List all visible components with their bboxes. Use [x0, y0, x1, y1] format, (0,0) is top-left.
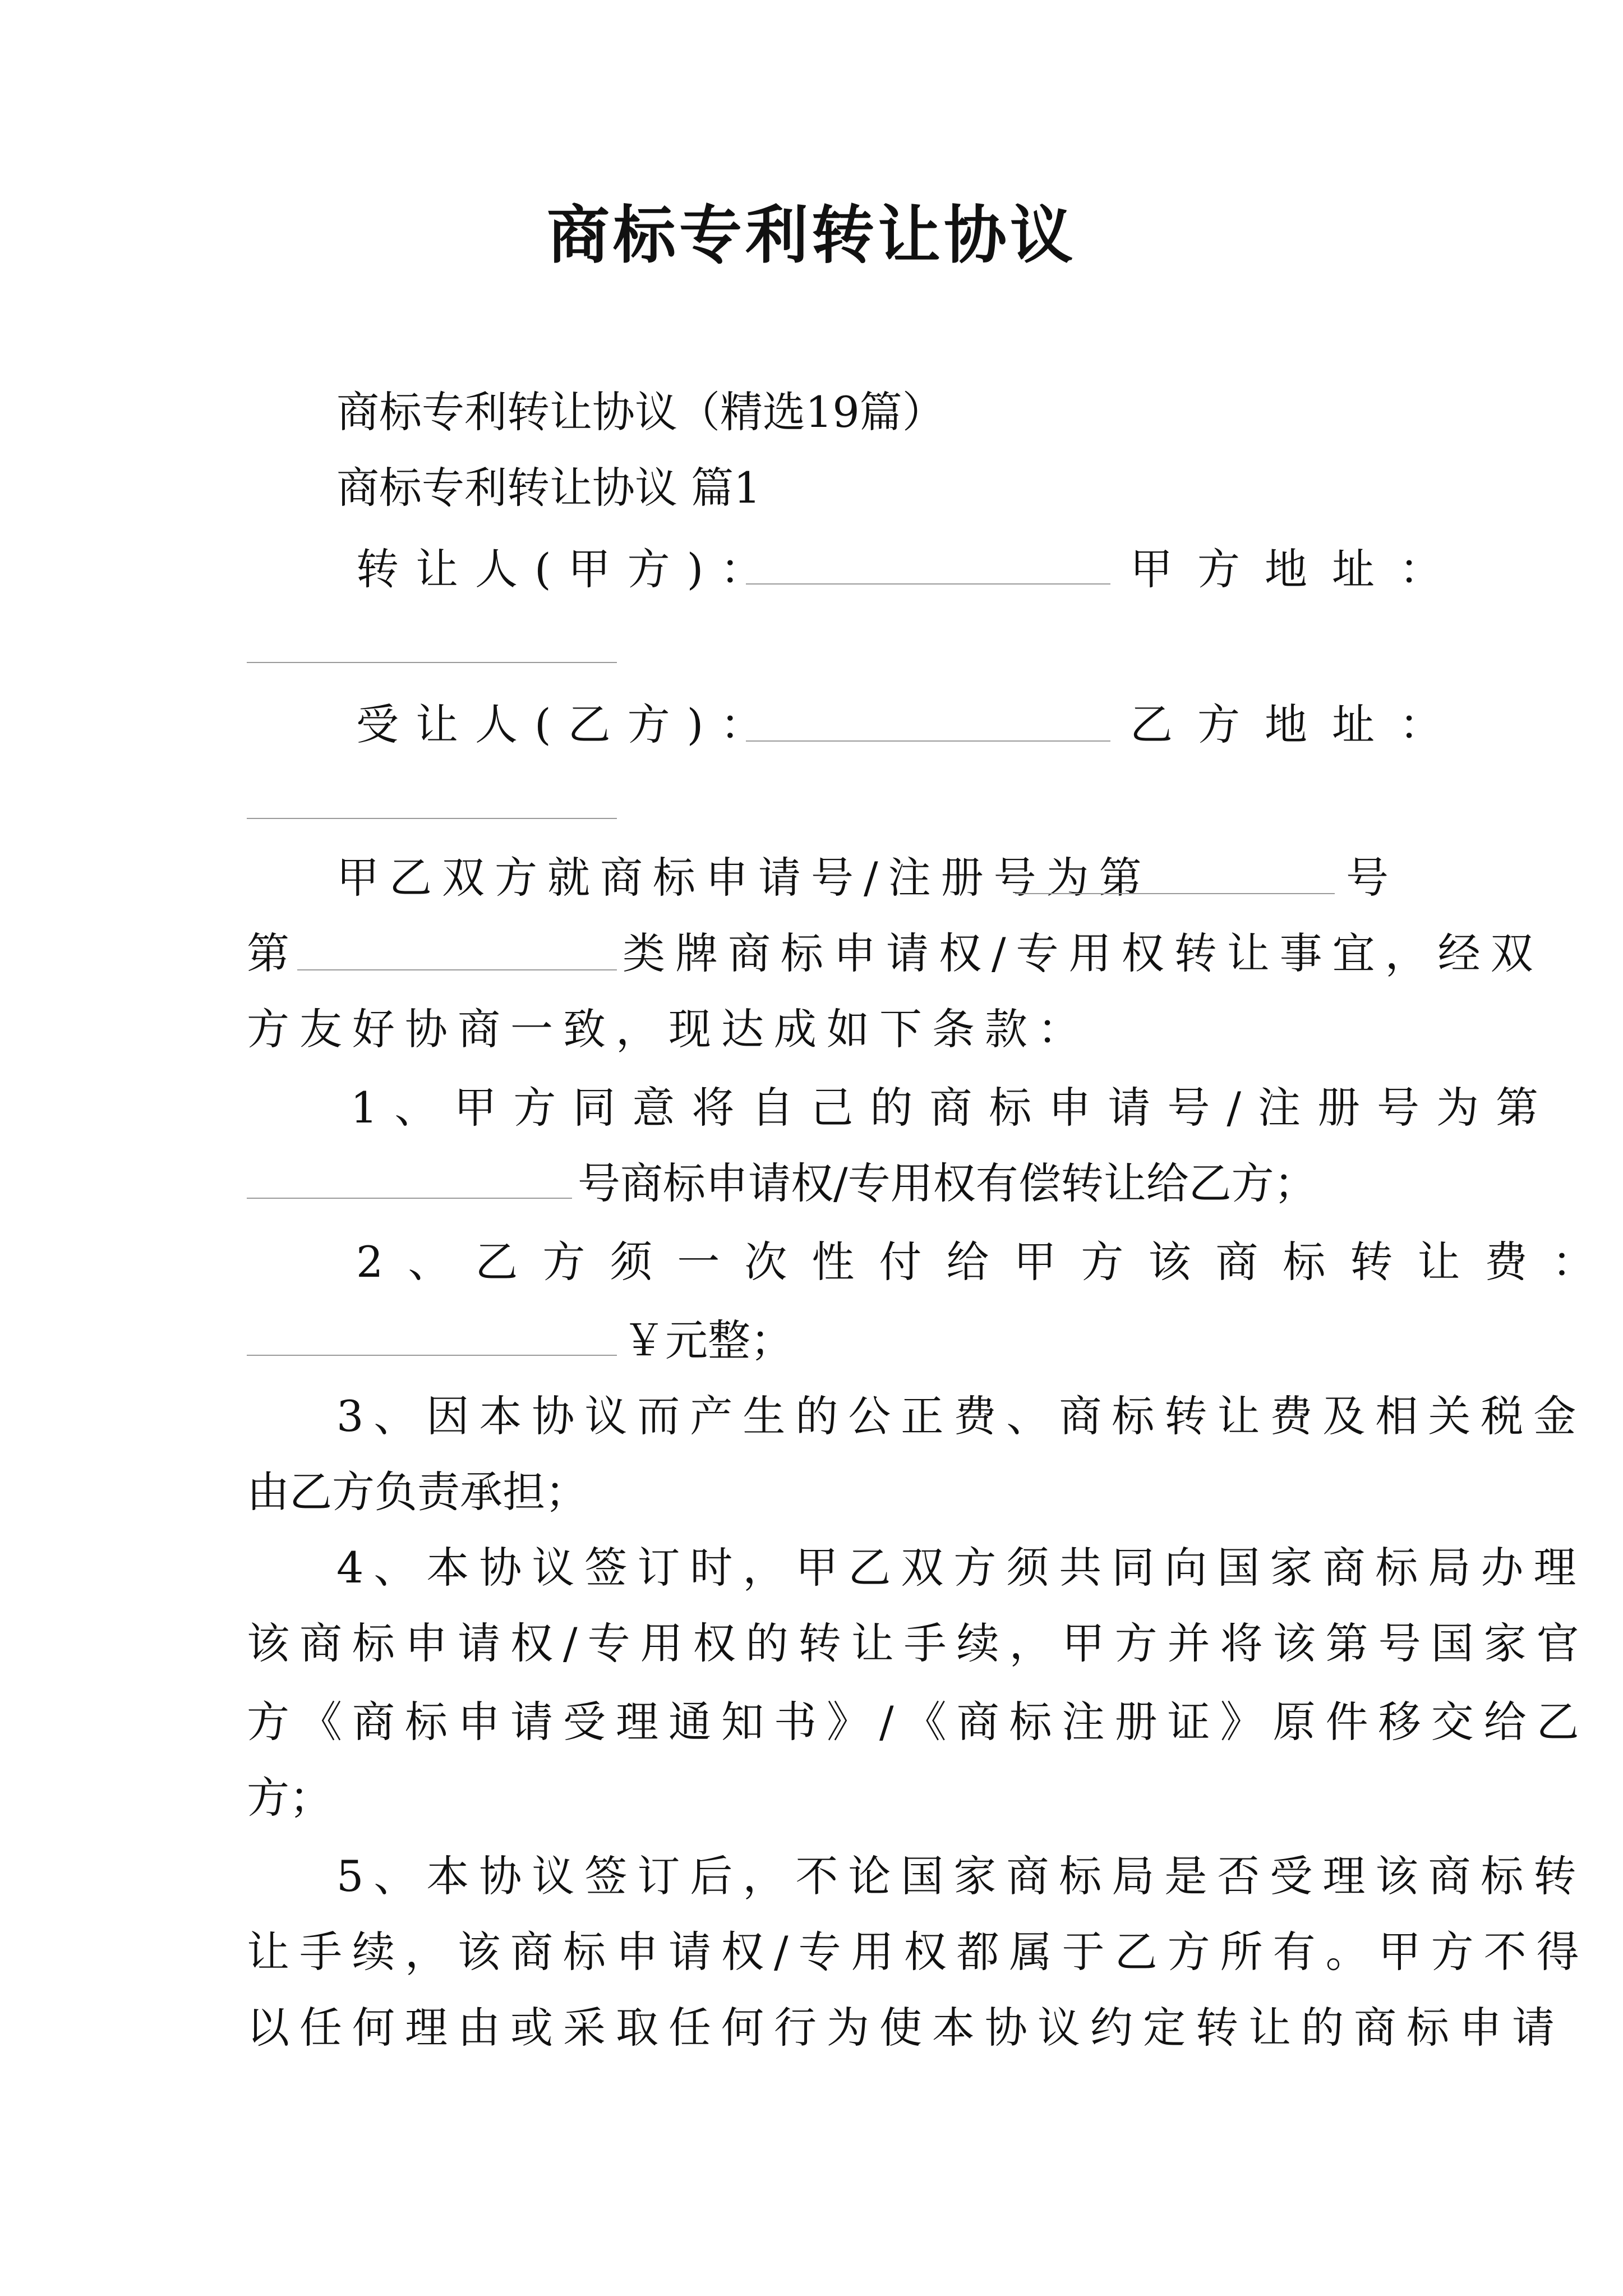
intro-line-2-start: 第: [247, 928, 289, 978]
clause-4-line-4: 方；: [247, 1773, 332, 1823]
clause-2-blank: [247, 1355, 617, 1356]
intro-line-1-end: 号: [1346, 853, 1389, 903]
clause-4-line-1: 4、本协议签订时，甲乙双方须共同向国家商标局办理: [336, 1543, 1587, 1593]
clause-5-line-1: 5、本协议签订后，不论国家商标局是否受理该商标转: [336, 1851, 1587, 1901]
intro-blank-1: [1015, 893, 1335, 894]
clause-5-line-2: 让手续，该商标申请权/专用权都属于乙方所有。甲方不得: [247, 1927, 1589, 1977]
intro-line-1: 甲乙双方就商标申请号/注册号为第: [336, 853, 1152, 903]
party-a-address-blank: [247, 662, 617, 663]
clause-2-line-1: 2、乙方须一次性付给甲方该商标转让费：: [356, 1237, 1620, 1287]
party-b-address-label: 乙方地址：: [1130, 700, 1467, 749]
party-b-blank: [746, 740, 1110, 742]
clause-3-line-1: 3、因本协议而产生的公正费、商标转让费及相关税金: [336, 1391, 1587, 1441]
intro-line-2-end: 类牌商标申请权/专用权转让事宜，经双: [623, 928, 1543, 978]
party-b-address-blank: [247, 818, 617, 819]
clause-1-line-1: 1、甲方同意将自己的商标申请号/注册号为第: [351, 1083, 1555, 1133]
subtitle: 商标专利转让协议（精选19篇）: [336, 387, 945, 437]
party-a-label: 转让人(甲方)：: [356, 544, 780, 594]
section-heading: 商标专利转让协议 篇1: [336, 463, 761, 513]
clause-1-line-2: 号商标申请权/专用权有偿转让给乙方；: [578, 1158, 1317, 1208]
clause-4-line-2: 该商标申请权/专用权的转让手续，甲方并将该第号国家官: [247, 1618, 1589, 1668]
intro-line-3: 方友好协商一致，现达成如下条款：: [247, 1004, 1090, 1054]
clause-4-line-3: 方《商标申请受理通知书》/《商标注册证》原件移交给乙: [247, 1697, 1589, 1747]
party-a-address-label: 甲方地址：: [1130, 544, 1467, 594]
clause-5-line-3: 以任何理由或采取任何行为使本协议约定转让的商标申请: [247, 2003, 1565, 2053]
clause-3-line-2: 由乙方负责承担；: [247, 1467, 588, 1517]
clause-1-blank: [247, 1198, 572, 1199]
clause-2-line-2: ￥元整；: [623, 1315, 793, 1365]
party-a-blank: [746, 583, 1110, 585]
document-title: 商标专利转让协议: [547, 199, 1076, 272]
intro-blank-2: [297, 969, 617, 970]
party-b-label: 受让人(乙方)：: [356, 700, 780, 749]
